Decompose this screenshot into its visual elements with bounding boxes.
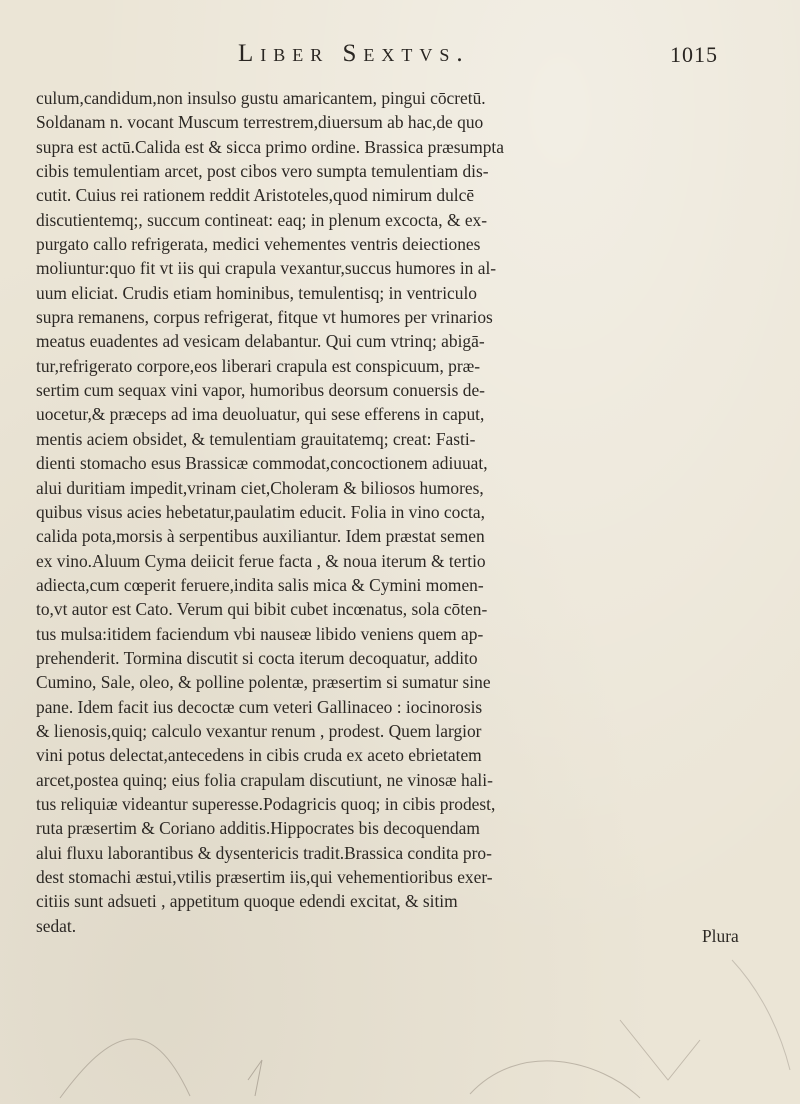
text-line: pane. Idem facit ius decoctæ cum veteri Gallinaceo : iocinorosis <box>36 696 483 717</box>
text-line: sedat. <box>36 915 77 936</box>
text-line: culum,candidum,non insulso gustu amaricantem, pingui cōcretū. <box>36 88 486 108</box>
text-line: ruta præsertim & Coriano additis.Hippocrates bis decoquendam <box>36 818 480 839</box>
catchword: Plura <box>702 926 739 946</box>
text-line: Soldanam n. vocant Muscum terrestrem,diuersum ab hac,de quo <box>36 112 484 133</box>
running-head <box>238 40 718 74</box>
text-line: supra est actū.Calida est & sicca primo ordine. Brassica præsumpta <box>36 136 504 157</box>
text-line: cutit. Cuius rei rationem reddit Aristoteles,quod nimirum dulcē <box>36 185 475 206</box>
text-line: to,vt autor est Cato. Verum qui bibit cubet incœnatus, sola cōten- <box>36 599 488 620</box>
running-title: Liber Sextvs. <box>238 40 470 67</box>
text-line: dienti stomacho esus Brassicæ commodat,concoctionem adiuuat, <box>36 453 488 474</box>
text-line: & lienosis,quiq; calculo vexantur renum , prodest. Quem largior <box>36 720 482 741</box>
text-line: uum eliciat. Crudis etiam hominibus, temulentisq; in ventriculo <box>36 282 477 303</box>
body-text <box>36 86 778 938</box>
text-line: discutientemq;, succum contineat: eaq; in plenum excocta, & ex- <box>36 209 488 230</box>
text-line: sertim cum sequax vini vapor, humoribus deorsum conuersis de- <box>36 380 485 401</box>
text-line: moliuntur:quo fit vt iis qui crapula vexantur,succus humores in al- <box>36 258 497 279</box>
text-line: prehenderit. Tormina discutit si cocta iterum decoquatur, addito <box>36 647 478 668</box>
text-line: tus reliquiæ videantur superesse.Podagricis quoq; in cibis prodest, <box>36 793 496 814</box>
text-line: Cumino, Sale, oleo, & polline polentæ, præsertim si sumatur sine <box>36 672 491 693</box>
text-line: arcet,postea quinq; eius folia crapulam discutiunt, ne vinosæ hali- <box>36 769 493 790</box>
folio-number: 1015 <box>670 42 718 67</box>
text-line: purgato callo refrigerata, medici vehementes ventris deiectiones <box>36 234 481 255</box>
text-line: adiecta,cum cœperit feruere,indita salis mica & Cymini momen- <box>36 574 484 595</box>
text-line: quibus visus acies hebetatur,paulatim educit. Folia in vino cocta, <box>36 501 485 522</box>
text-line: alui duritiam impedit,vrinam ciet,Choleram & biliosos humores, <box>36 477 484 498</box>
text-line: tur,refrigerato corpore,eos liberari crapula est conspicuum, præ- <box>36 355 481 376</box>
text-line: meatus euadentes ad vesicam delabantur. Qui cum vtrinq; abigā- <box>36 331 485 352</box>
text-line: dest stomachi æstui,vtilis præsertim iis,qui vehementioribus exer- <box>36 867 493 887</box>
text-line: ex vino.Aluum Cyma deiicit ferue facta , & noua iterum & tertio <box>36 550 486 571</box>
text-line: mentis aciem obsidet, & temulentiam grauitatemq; creat: Fasti- <box>36 428 476 449</box>
text-line: supra remanens, corpus refrigerat, fitque vt humores per vrinarios <box>36 307 493 328</box>
text-line: vini potus delectat,antecedens in cibis cruda ex aceto ebrietatem <box>36 745 482 766</box>
text-line: tus mulsa:itidem faciendum vbi nauseæ libido veniens quem ap- <box>36 623 484 644</box>
text-line: alui fluxu laborantibus & dysentericis tradit.Brassica condita pro- <box>36 842 492 863</box>
text-line: citiis sunt adsueti , appetitum quoque edendi excitat, & sitim <box>36 891 458 912</box>
text-line: uocetur,& præceps ad ima deuoluatur, qui sese efferens in caput, <box>36 404 485 425</box>
text-line: calida pota,morsis à serpentibus auxiliantur. Idem præstat semen <box>36 526 485 547</box>
text-line: cibis temulentiam arcet, post cibos vero sumpta temulentiam dis- <box>36 161 489 182</box>
